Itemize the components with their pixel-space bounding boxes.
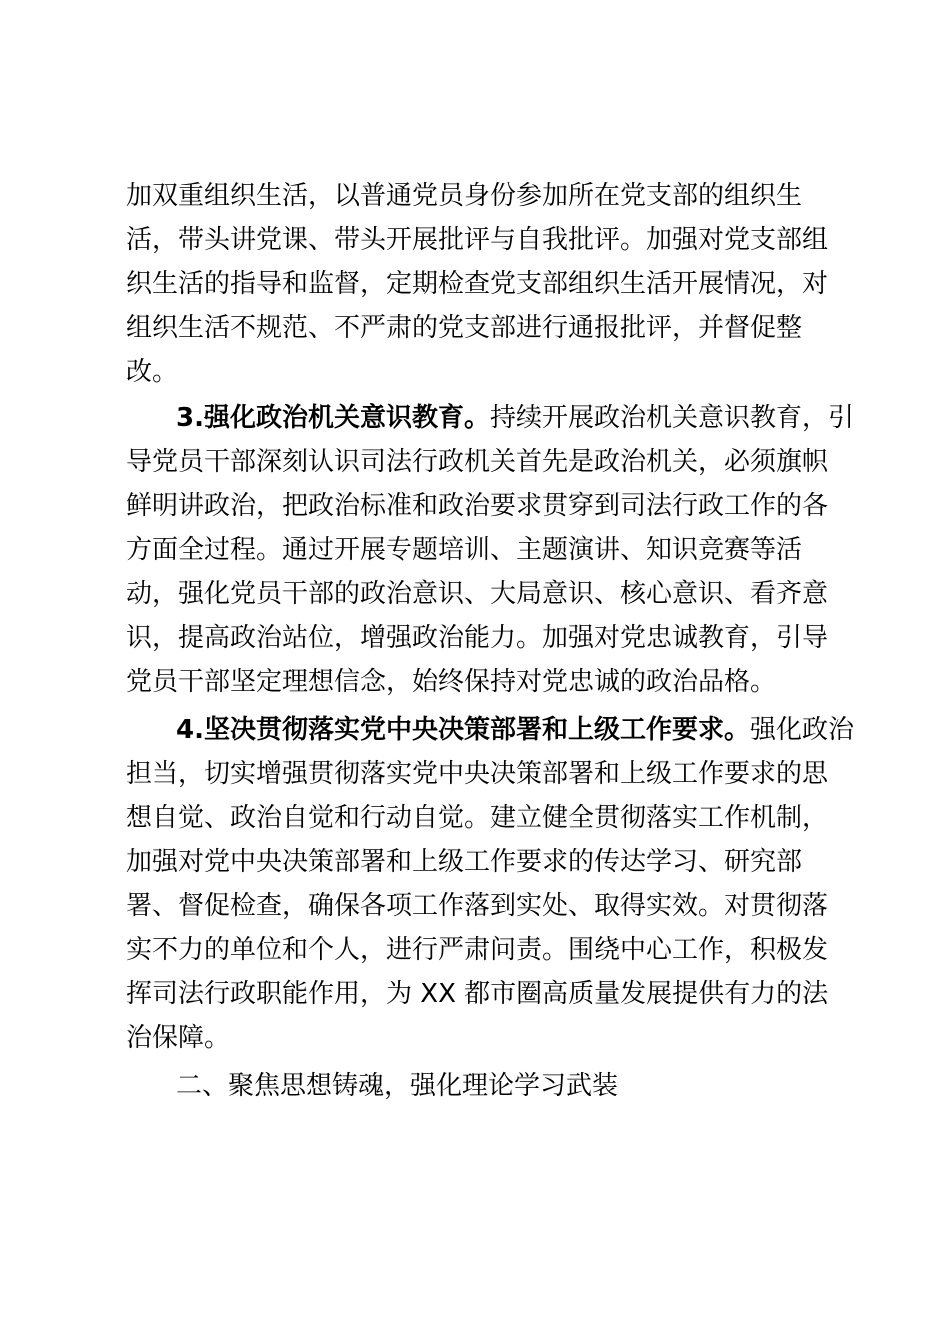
paragraph-2-line-3: 鲜明讲政治，把政治标准和政治要求贯穿到司法行政工作的各 (126, 491, 829, 521)
paragraph-1-line-4: 组织生活不规范、不严肃的党支部进行通报批评，并督促整 (126, 313, 803, 343)
paragraph-1-line-5: 改。 (126, 357, 179, 387)
paragraph-3-heading: 4.坚决贯彻落实党中央决策部署和上级工作要求。 (176, 715, 750, 745)
paragraph-3-line-2: 担当，切实增强贯彻落实党中央决策部署和上级工作要求的思 (126, 759, 829, 789)
paragraph-3-line-7: 挥司法行政职能作用，为 XX 都市圈高质量发展提供有力的法 (126, 979, 829, 1009)
paragraph-2-line-5: 动，强化党员干部的政治意识、大局意识、核心意识、看齐意 (126, 579, 829, 609)
paragraph-1-line-1: 加双重组织生活，以普通党员身份参加所在党支部的组织生 (126, 181, 803, 211)
paragraph-2-line-6: 识，提高政治站位，增强政治能力。加强对党忠诚教育，引导 (126, 623, 829, 653)
paragraph-2-line-7: 党员干部坚定理想信念，始终保持对党忠诚的政治品格。 (126, 667, 777, 697)
paragraph-1-line-2: 活，带头讲党课、带头开展批评与自我批评。加强对党支部组 (126, 225, 829, 255)
paragraph-3-line-8: 治保障。 (126, 1023, 231, 1053)
paragraph-2-first-line-text: 持续开展政治机关意识教育，引 (489, 403, 854, 433)
paragraph-3-line-3: 想自觉、政治自觉和行动自觉。建立健全贯彻落实工作机制， (126, 803, 829, 833)
paragraph-3-first-line (176, 708, 854, 752)
paragraph-2-line-2: 导党员干部深刻认识司法行政机关首先是政治机关，必须旗帜 (126, 447, 829, 477)
paragraph-3-line-5: 署、督促检查，确保各项工作落到实处、取得实效。对贯彻落 (126, 891, 829, 921)
paragraph-3-first-line-text: 强化政治 (749, 715, 854, 745)
paragraph-2-heading: 3.强化政治机关意识教育。 (176, 403, 490, 433)
paragraph-2-first-line (176, 396, 854, 440)
paragraph-2-line-4: 方面全过程。通过开展专题培训、主题演讲、知识竞赛等活 (126, 535, 803, 565)
paragraph-3-line-6: 实不力的单位和个人，进行严肃问责。围绕中心工作，积极发 (126, 935, 829, 965)
section-heading: 二、聚焦思想铸魂，强化理论学习武装 (176, 1071, 619, 1101)
paragraph-1-line-3: 织生活的指导和监督，定期检查党支部组织生活开展情况，对 (126, 269, 829, 299)
paragraph-3-line-4: 加强对党中央决策部署和上级工作要求的传达学习、研究部 (126, 847, 803, 877)
